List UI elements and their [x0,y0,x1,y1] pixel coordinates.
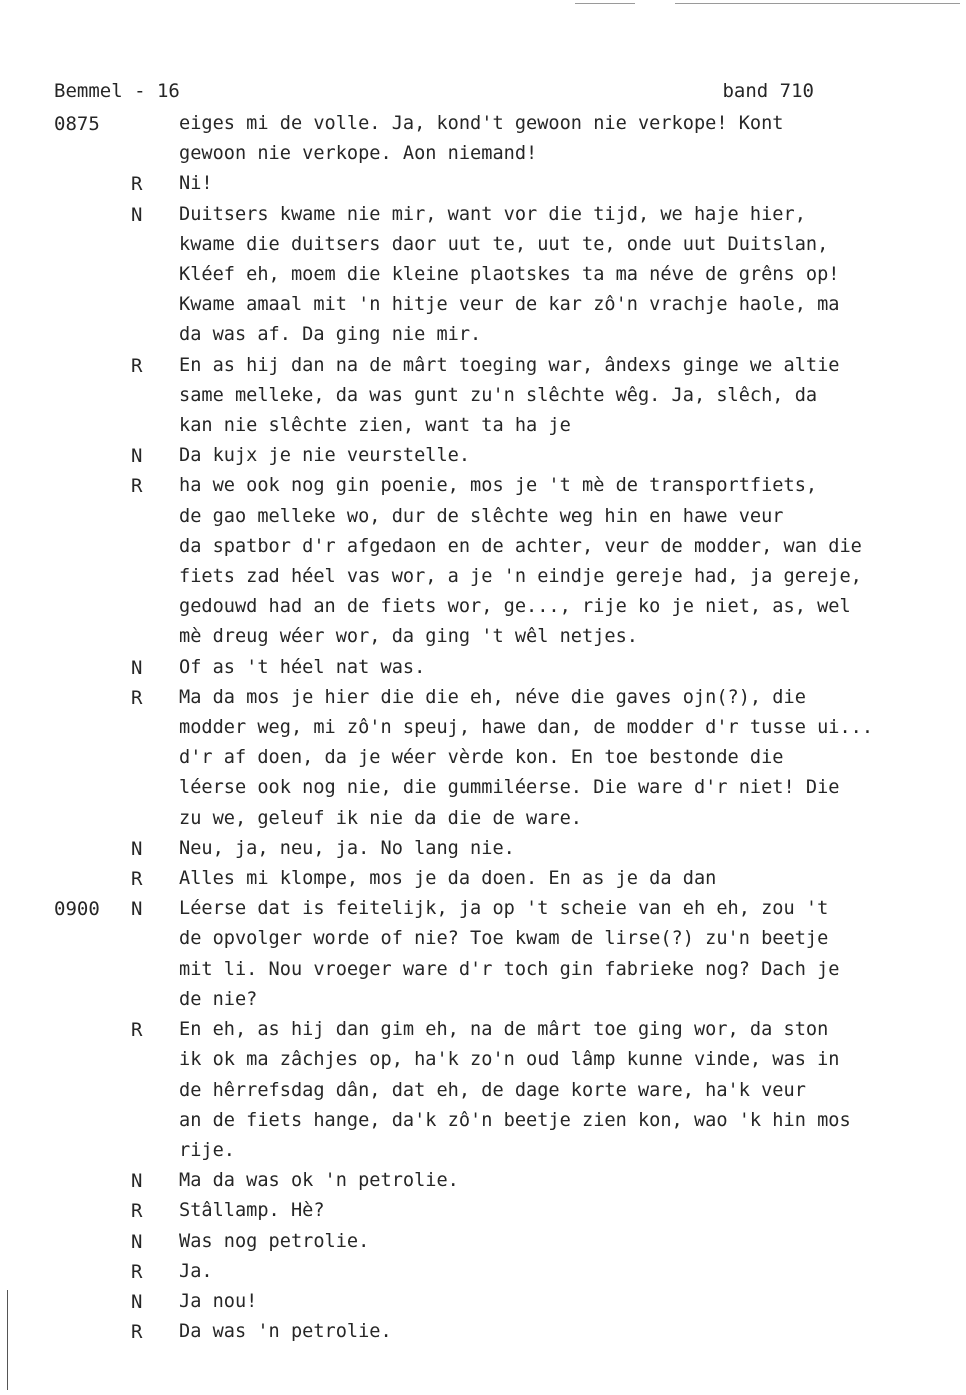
transcript-turn [54,1317,954,1347]
speaker-label: R [131,868,143,891]
speaker-label: R [131,1321,143,1344]
transcript-turn [54,1015,954,1166]
speaker-label: R [131,1019,143,1042]
speaker-label: N [131,898,143,921]
page-header [54,80,814,108]
speech-text: ha we ook nog gin poenie, mos je 't mè de transportfiets, de gao melleke wo, dur de slêchte weg hin en hawe veur da spatbor d'r afgedaon en de achter, veur de modder, wan die fiets zad héel vas wor, a je 'n eindje gereje had, ja gereje, gedouwd had an de fiets wor, ge..., rije ko je niet, as, wel mè dreug wéer wor, da ging 't wêl netjes. [179,475,862,648]
speech-text: Ma da was ok 'n petrolie. [179,1170,459,1192]
transcript-turn [54,683,954,834]
speaker-label: N [131,1170,143,1193]
speech-text: Da was 'n petrolie. [179,1321,392,1343]
transcript-turn [54,894,954,1015]
speech-text: Was nog petrolie. [179,1230,370,1252]
transcript-turn [54,1227,954,1257]
speech-text: Da kujx je nie veurstelle. [179,445,471,467]
speaker-label: R [131,173,143,196]
transcript-turn [54,200,954,351]
header-tape-number: band 710 [722,80,814,102]
speaker-label: N [131,656,143,679]
transcript-turn [54,1287,954,1317]
transcript-turn [54,653,954,683]
transcript-turn [54,834,954,864]
transcript-turn [54,1166,954,1196]
speaker-label: N [131,445,143,468]
speaker-label: R [131,1260,143,1283]
transcript-turn [54,109,954,169]
speech-text: Neu, ja, neu, ja. No lang nie. [179,837,515,859]
transcript-turn [54,351,954,442]
top-rule-left [575,3,635,4]
transcript-turn [54,471,954,652]
speaker-label: N [131,203,143,226]
speech-text: Of as 't héel nat was. [179,656,426,678]
speech-text: Stâllamp. Hè? [179,1200,325,1222]
margin-mark [7,1290,8,1390]
transcript-turn [54,864,954,894]
speech-text: En eh, as hij dan gim eh, na de mârt toe ging wor, da ston ik ok ma zâchjes op, ha'k zo'n oud lâmp kunne vinde, was in de hêrrefsdag dân, dat eh, de dage korte ware, ha'k veur an de fiets hange, da'k zô'n beetje zien kon, wao 'k hin mos rije. [179,1019,851,1161]
transcript-turn [54,441,954,471]
speaker-label: R [131,1200,143,1223]
transcript-turn [54,1257,954,1287]
header-place-page: Bemmel - 16 [54,80,180,102]
speech-text: Ni! [179,173,213,195]
speech-text: Ma da mos je hier die die eh, néve die gaves ojn(?), die modder weg, mi zô'n speuj, hawe dan, de modder d'r tusse ui... d'r af doen, da je wéer vèrde kon. En toe bestonde die léerse ook nog nie, die gummiléerse. Die ware d'r niet! Die zu we, geleuf ik nie da die de ware. [179,686,874,829]
speech-text: Léerse dat is feitelijk, ja op 't scheie van eh eh, zou 't de opvolger worde of nie? Toe kwam de lirse(?) zu'n beetje mit li. Nou vroeger ware d'r toch gin fabrieke nog? Dach je de nie? [179,898,840,1010]
speech-text: Ja nou! [179,1290,258,1312]
speech-text: eiges mi de volle. Ja, kond't gewoon nie verkope! Kont gewoon nie verkope. Aon niemand! [179,113,784,165]
speech-text: En as hij dan na de mârt toeging war, ândexs ginge we altie same melleke, da was gunt zu'n slêchte wêg. Ja, slêch, da kan nie slêchte zien, want ta ha je [179,354,840,437]
speaker-label: N [131,1290,143,1313]
speech-text: Ja. [179,1260,213,1282]
transcript-turn [54,169,954,199]
speaker-label: R [131,686,143,709]
speaker-label: R [131,354,143,377]
speech-text: Alles mi klompe, mos je da doen. En as je da dan [179,868,717,890]
speech-text: Duitsers kwame nie mir, want vor die tijd, we haje hier, kwame die duitsers daor uut te, uut te, onde uut Duitslan, Kléef eh, moem die kleine plaotskes ta ma néve de grêns op! Kwame amaal mit 'n hitje veur de kar zô'n vrachje haole, ma da was af. Da ging nie mir. [179,203,840,346]
line-number: 0900 [54,898,100,921]
speaker-label: N [131,1230,143,1253]
transcript-turn [54,1196,954,1226]
top-rule-right [675,3,960,4]
line-number: 0875 [54,113,100,135]
transcript [54,109,954,1347]
speaker-label: R [131,475,143,498]
speaker-label: N [131,837,143,860]
